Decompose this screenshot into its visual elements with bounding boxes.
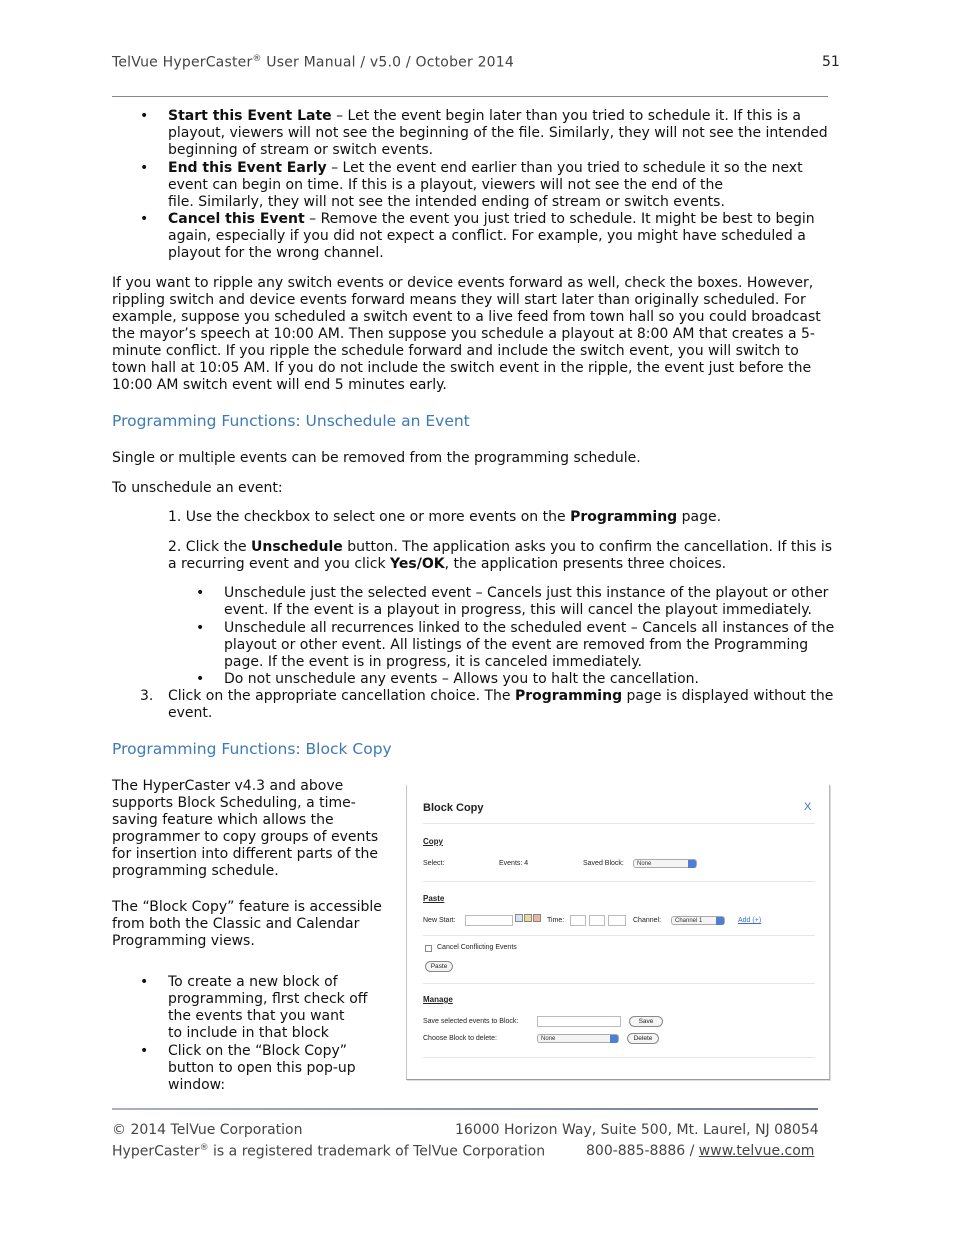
bullet-glyph: • [140,160,149,176]
time-ampm-input[interactable] [608,915,626,926]
footer-copyright: © 2014 TelVue Corporation [112,1122,303,1138]
bullet-line: the events that you want [168,1008,345,1024]
paste-section-label: Paste [423,894,445,903]
header-subtitle: User Manual / v5.0 / October 2014 [261,54,514,71]
chevron-down-icon [610,1035,618,1043]
divider [423,823,815,824]
choice-line: Unschedule all recurrences linked to the scheduled event – Cancels all instances of the [224,620,835,636]
option-term: Start this Event Late [168,108,332,124]
paragraph-line: programming schedule. [112,863,279,879]
step-bold: Yes/OK [390,556,445,572]
step-text: page is displayed without the [622,688,834,704]
divider [423,983,815,984]
bullet-glyph: • [196,585,205,601]
paragraph-line: supports Block Scheduling, a time- [112,795,356,811]
save-selected-label: Save selected events to Block: [423,1018,519,1025]
bullet-line: programming, ﬂrst check off [168,991,368,1007]
select-value: Channel 1 [675,918,703,924]
paragraph-line: If you want to ripple any switch events or device events forward as well, check the boxes. However, [112,275,814,291]
step-bold: Programming [570,509,678,525]
saved-block-label: Saved Block: [583,860,624,867]
step-text: event. [168,705,213,721]
bullet-glyph: • [140,211,149,227]
dialog-title: Block Copy [423,802,484,814]
block-copy-access [112,899,397,950]
footer-trademark [112,1143,545,1160]
bullet-line: to include in that block [168,1025,329,1041]
bullet-line: To create a new block of [168,974,338,990]
option-start-late [168,108,848,159]
paragraph-line: minute conflict. If you ripple the schedule forward and include the switch event, you will switch to [112,343,799,359]
paragraph-line: The HyperCaster v4.3 and above [112,778,344,794]
section-heading-unschedule: Programming Functions: Unschedule an Event [112,412,470,430]
header-divider [112,96,828,97]
step-text: button. The application asks you to confirm the cancellation. If this is [342,539,833,555]
paragraph-line: town hall at 10:05 AM. If you do not include the switch event in the ripple, the event just before the [112,360,812,376]
footer-phone: 800-885-8886 / [586,1143,699,1159]
paragraph-line: saving feature which allows the [112,812,334,828]
paragraph-line: the mayor’s speech at 10:00 AM. Then suppose you schedule a playout at 8:00 AM that creates a 5- [112,326,815,342]
section-heading-block-copy: Programming Functions: Block Copy [112,740,392,758]
registered-mark: ® [199,1143,209,1153]
divider [423,935,815,936]
bullet-glyph: • [140,1043,149,1059]
step-3-number: 3. [140,688,154,704]
trademark-name: HyperCaster [112,1143,200,1160]
select-label: Select: [423,860,445,867]
option-line: again, especially if you did not expect a conflict. For example, you might have scheduled a [168,228,806,244]
paragraph-line: rippling switch and device events forward means they will start later than originally scheduled. For [112,292,806,308]
option-line: event can begin on time. If this is a playout, viewers will not see the end of the [168,177,724,193]
select-value: None [541,1036,556,1042]
unschedule-intro: Single or multiple events can be removed from the programming schedule. [112,450,641,466]
paragraph-line: programmer to copy groups of events [112,829,379,845]
bullet-line: Click on the “Block Copy” [168,1043,348,1059]
step-text: , the application presents three choices. [444,556,727,572]
option-text: – Remove the event you just tried to schedule. It might be best to begin [304,211,815,227]
paste-button[interactable]: Paste [425,961,453,972]
website-link[interactable]: www.telvue.com [698,1143,815,1159]
cancel-conflicting-label: Cancel Conflicting Events [437,944,517,951]
block-copy-intro [112,778,397,880]
time-minute-input[interactable] [589,915,605,926]
step-3 [168,688,858,722]
step-text: 1. Use the checkbox to select one or more events on the [168,509,571,525]
step-text: page. [677,509,722,525]
footer-divider [112,1108,818,1110]
paragraph-line: for insertion into different parts of the [112,846,378,862]
channel-label: Channel: [633,917,662,924]
add-channel-link[interactable]: Add (+) [738,917,762,924]
option-term: Cancel this Event [168,211,305,227]
chevron-down-icon [716,917,724,925]
option-cancel-event [168,211,848,262]
step-text: Click on the appropriate cancellation choice. The [168,688,515,704]
manage-section-label: Manage [423,995,453,1004]
footer-contact [586,1143,814,1159]
cancel-conflicting-checkbox[interactable] [425,945,432,952]
time-hour-input[interactable] [570,915,586,926]
to-unschedule-label: To unschedule an event: [112,480,283,496]
paragraph-line: example, suppose you scheduled a switch event to a live feed from town hall so you could broadcast [112,309,821,325]
choice-line: page. If the event is in progress, it is canceled immediately. [224,654,642,670]
paragraph-line: from both the Classic and Calendar [112,916,360,932]
bullet-glyph: • [140,108,149,124]
step-bold: Programming [514,688,623,704]
page-number: 51 [822,54,840,70]
choose-block-label: Choose Block to delete: [423,1035,497,1042]
trademark-text: is a registered trademark of TelVue Corporation [208,1143,546,1160]
option-line: playout, viewers will not see the beginning of the file. Similarly, they will not see the intended [168,125,828,141]
calendar-icon[interactable] [524,914,532,922]
chevron-down-icon [688,860,696,868]
option-line: beginning of stream or switch events. [168,142,434,158]
header-title: TelVue HyperCaster [112,54,253,71]
option-text: – Let the event end earlier than you tried to schedule it so the next [326,160,803,176]
calendar-icon[interactable] [533,914,541,922]
choice-line: Do not unschedule any events – Allows you to halt the cancellation. [224,671,699,687]
paragraph-line: 10:00 AM switch event will end 5 minutes early. [112,377,447,393]
step-bold: Unschedule [251,539,343,555]
paragraph-line: Programming views. [112,933,255,949]
choose-block-select[interactable] [537,1034,619,1043]
events-count: Events: 4 [499,860,529,867]
option-line: file. Similarly, they will not see the intended ending of stream or switch events. [168,194,725,210]
choice-line: Unschedule just the selected event – Cancels just this instance of the playout or other [224,585,829,601]
divider [423,1057,815,1058]
choice-unschedule-selected [224,585,854,619]
choice-line: playout or other event. All listings of the event are removed from the Programming [224,637,809,653]
option-end-early [168,160,848,211]
save-button[interactable]: Save [629,1016,663,1027]
choice-unschedule-all [224,620,854,671]
step-1 [168,509,721,526]
bullet-line: window: [168,1077,226,1093]
block-bullet-create [168,974,388,1042]
step-text: a recurring event and you click [168,556,391,572]
bullet-glyph: • [140,974,149,990]
select-value: None [637,861,652,867]
choice-line: event. If the event is a playout in progress, this will cancel the playout immediately. [224,602,812,618]
bullet-line: button to open this pop-up [168,1060,356,1076]
running-header [112,54,514,71]
paragraph-line: The “Block Copy” feature is accessible [112,899,382,915]
block-copy-dialog [406,785,830,1080]
bullet-glyph: • [196,620,205,636]
registered-mark: ® [252,54,262,64]
block-bullet-open [168,1043,388,1094]
block-name-input[interactable] [537,1016,621,1027]
step-text: 2. Click the [168,539,252,555]
calendar-icon[interactable] [515,914,523,922]
footer-address: 16000 Horizon Way, Suite 500, Mt. Laurel, NJ 08054 [455,1122,819,1138]
choice-do-not-unschedule [224,671,854,688]
close-icon[interactable]: X [804,801,812,813]
channel-select[interactable] [671,916,725,925]
bullet-glyph: • [196,671,205,687]
time-label: Time: [547,917,565,924]
step-2 [168,539,858,573]
divider [423,881,815,882]
ripple-paragraph [112,275,852,394]
option-line: playout for the wrong channel. [168,245,384,261]
option-term: End this Event Early [168,160,327,176]
delete-button[interactable]: Delete [627,1033,659,1044]
copy-section-label: Copy [423,837,443,846]
saved-block-select[interactable] [633,859,697,868]
new-start-input[interactable] [465,915,513,926]
new-start-label: New Start: [423,917,456,924]
option-text: – Let the event begin later than you tried to schedule it. If this is a [331,108,801,124]
